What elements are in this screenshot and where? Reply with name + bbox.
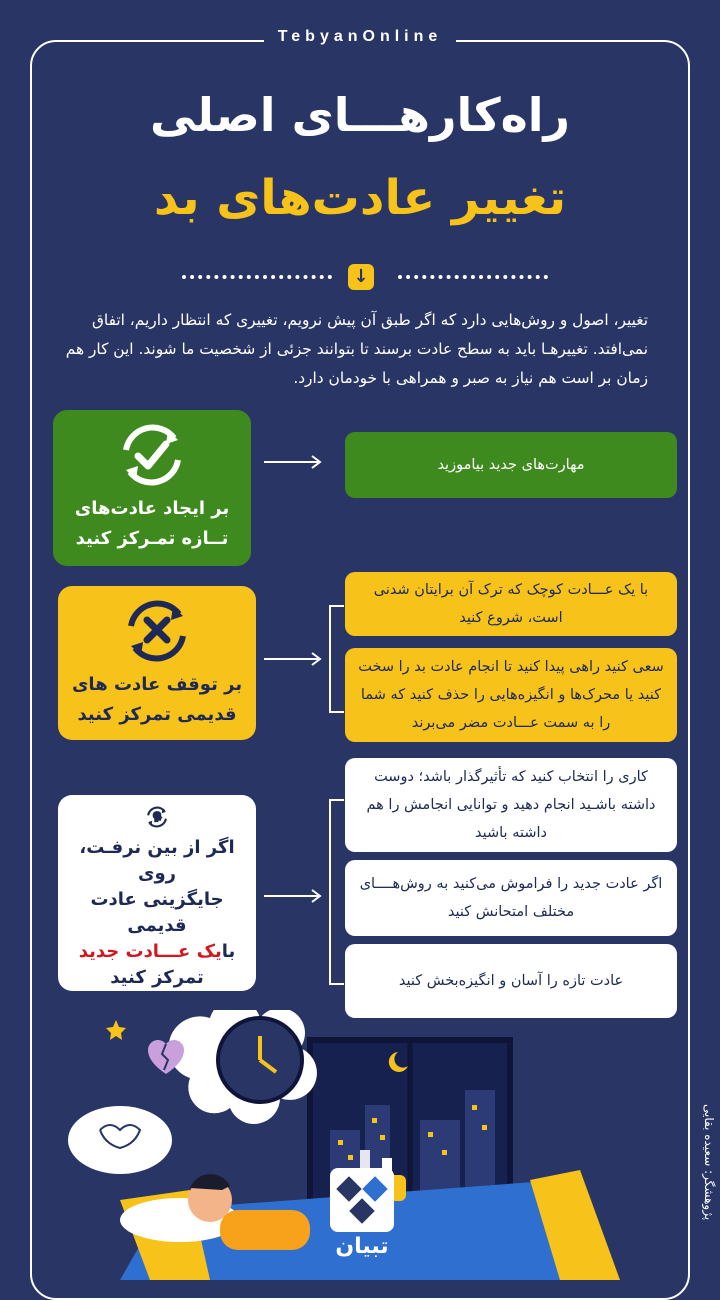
category-label: تمرکز کنید — [110, 967, 204, 988]
list-item: کاری را انتخاب کنید که تأثیرگذار باشد؛ دوست داشته باشـید انجام دهید و توانایی انجامش را هم داشته باشید — [345, 758, 677, 852]
divider-right — [398, 275, 548, 279]
list-item: با یک عـــادت کوچک که ترک آن برایتان شدنی است، شروع کنید — [345, 572, 677, 636]
head-cycle-icon — [117, 805, 197, 829]
researcher-credit: پژوهشگر: سعیده بقایی — [702, 1103, 716, 1220]
x-cycle-icon — [117, 596, 197, 666]
divider-left — [182, 275, 332, 279]
list-item: سعی کنید راهی پیدا کنید تا انجام عادت بد را سخت کنید یا محرک‌ها و انگیزه‌هایی را حذف کنید که شما را به سمت عـــادت مضر می‌برند — [345, 648, 677, 742]
check-cycle-icon — [112, 420, 192, 490]
list-item: عادت تازه را آسان و انگیزه‌بخش کنید — [345, 944, 677, 1018]
list-item: اگر عادت جدید را فراموش می‌کنید به روش‌هــــای مختلف امتحانش کنید — [345, 860, 677, 936]
logo-text: تبیان — [335, 1234, 389, 1259]
category-label: قدیمی تمرکز کنید — [77, 704, 237, 725]
category-label-part: با — [221, 941, 236, 962]
star-icon — [106, 1020, 126, 1040]
intro-text: تغییر، اصول و روش‌هایی دارد که اگر طبق آن پیش نرویم، تغییری که انتظار داریم، اتفاق نمی‌افتد. تغییرهـا باید به سطح عادت برسند تا بتوانند جزئی از شخصیت ما شوند. این کار هم زمان بر است هم نیاز به صبر و همراهی با خودمان دارد. — [65, 311, 648, 387]
list-item: مهارت‌های جدید بیاموزید — [345, 432, 677, 498]
category-label: بر ایجاد عادت‌های — [74, 498, 230, 519]
bracket-connector — [262, 604, 346, 714]
arrow-down-icon: ↓ — [348, 264, 374, 290]
arrow-connector — [262, 452, 324, 472]
bracket-connector — [262, 798, 346, 986]
category-label: جایگزینی عادت قدیمی — [90, 889, 224, 936]
logo-icon — [330, 1168, 394, 1232]
brand-header — [0, 26, 720, 46]
category-old-habits — [58, 586, 256, 740]
category-new-habits — [53, 410, 251, 566]
category-label: تــازه تمـرکز کنید — [75, 528, 229, 549]
category-label — [79, 939, 236, 965]
title-line-1: راه‌کارهـــای اصلی — [150, 88, 570, 142]
title-line-2: تغییر عادت‌های بد — [153, 170, 567, 226]
category-label: بر توقف عادت های — [71, 674, 243, 695]
highlight-new-habit: یک عـــادت جدید — [78, 941, 222, 962]
category-replace-habits — [58, 795, 256, 991]
category-label: اگر از بین نرفـت، روی — [79, 837, 235, 884]
brand-name: TebyanOnline — [264, 28, 457, 45]
